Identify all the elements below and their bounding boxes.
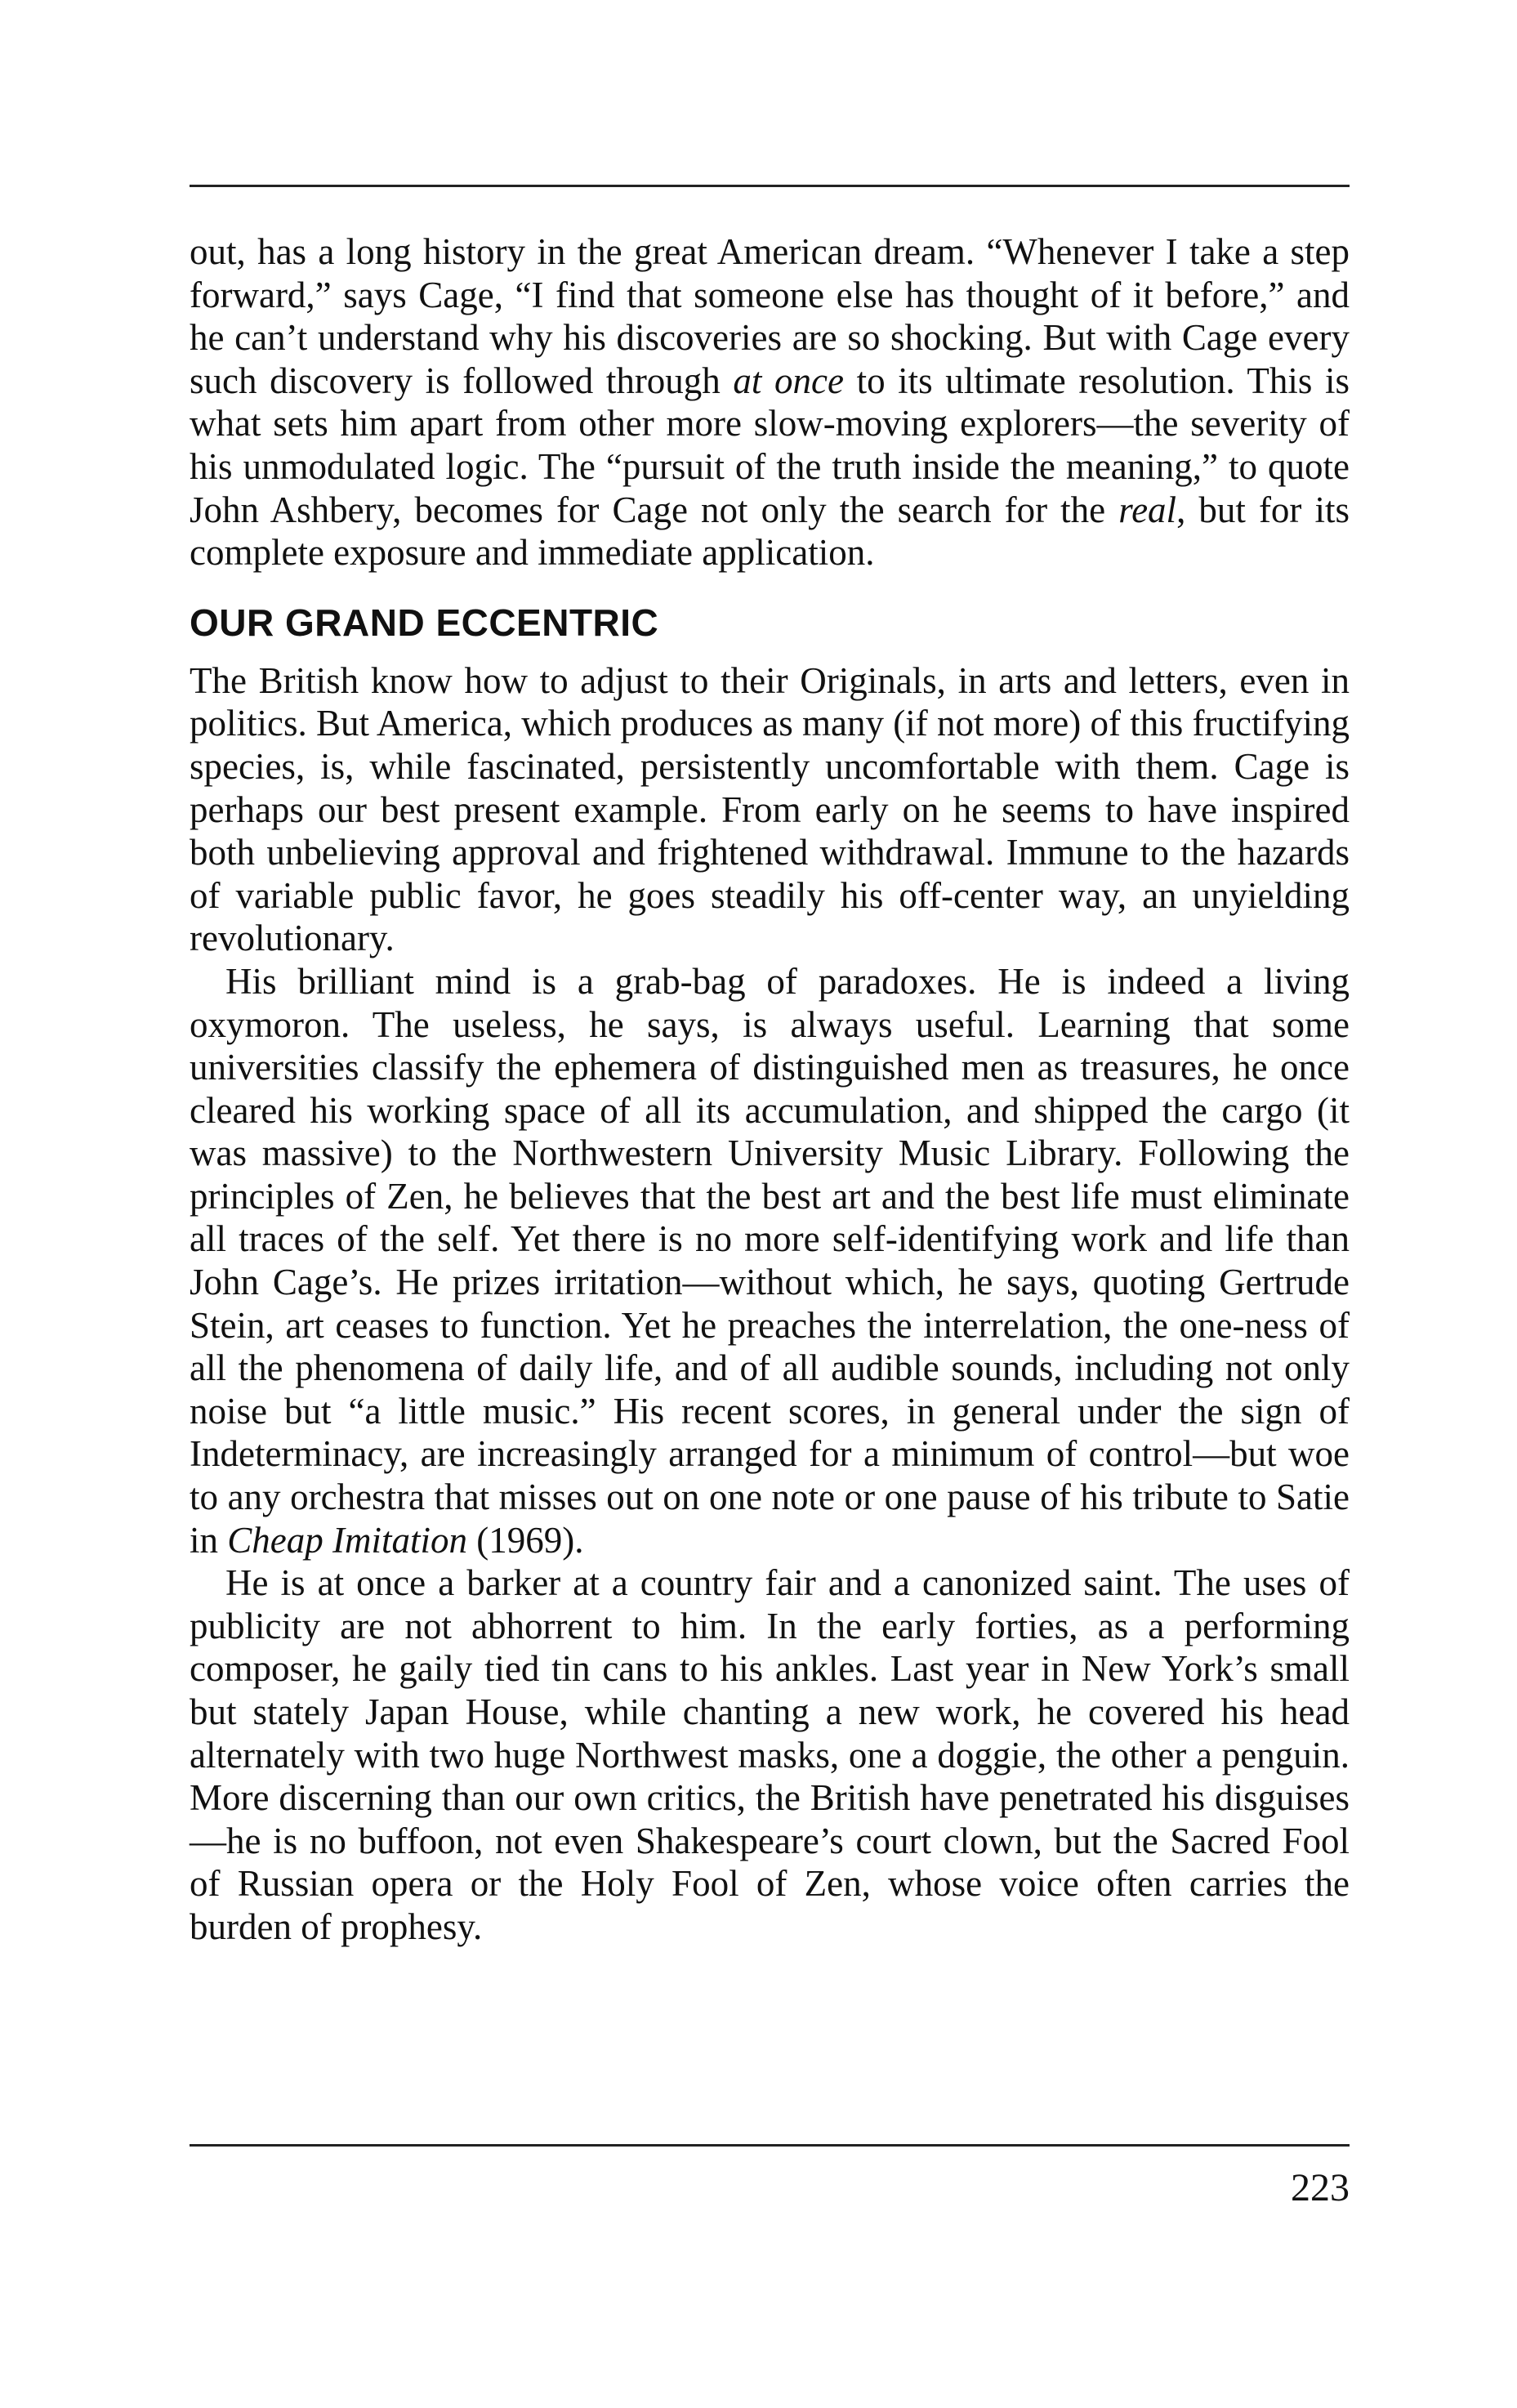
text-run: , but for its complete exposure and immediate application. [190, 489, 1350, 574]
text-run: to its ultimate resolution. This is what sets him apart from other more slow-moving explorers—the severity of his unmodulated logic. The “pursuit of the truth inside the meaning,” to quote John Ashbery, becomes for Cage not only the search for the [190, 360, 1350, 530]
italic-text: at once [733, 360, 844, 401]
text-run: out, has a long history in the great American dream. “Whenever I take a step forward,” says Cage, “I find that someone else has thought of it before,” and he can’t understand why his discoveries are so shocking. But with Cage every such discovery is followed through [190, 231, 1350, 401]
body-text [190, 230, 1350, 1949]
text-run: He is at once a barker at a country fair and a canonized saint. The uses of publicity are not abhorrent to him. In the early forties, as a performing composer, he gaily tied tin cans to his ankles. Last year in New York’s small but stately Japan House, while chanting a new work, he covered his head alternately with two huge Northwest masks, one a doggie, the other a penguin. More discerning than our own critics, the British have penetrated his disguises—he is no buffoon, not even Shakespeare’s court clown, but the Sacred Fool of Russian opera or the Holy Fool of Zen, whose voice often carries the burden of prophesy. [190, 1562, 1350, 1947]
italic-text: Cheap Imitation [227, 1519, 467, 1561]
opening-paragraph [190, 230, 1350, 574]
italic-text: real [1118, 489, 1177, 530]
section-paragraph-2 [190, 960, 1350, 1561]
bottom-rule [190, 2144, 1350, 2147]
section-paragraph-3 [190, 1561, 1350, 1948]
section-heading: OUR GRAND ECCENTRIC [190, 601, 659, 644]
top-rule [190, 185, 1350, 187]
text-run: (1969). [467, 1519, 584, 1561]
page-number: 223 [1291, 2166, 1350, 2209]
text-run: His brilliant mind is a grab-bag of paradoxes. He is indeed a living oxymoron. The useless, he says, is always useful. Learning that some universities classify the ephemera of distinguished men as treasures, he once cleared his working space of all its accumulation, and shipped the cargo (it was massive) to the Northwestern University Music Library. Following the principles of Zen, he believes that the best art and the best life must eliminate all traces of the self. Yet there is no more self-identifying work and life than John Cage’s. He prizes irritation—without which, he says, quoting Gertrude Stein, art ceases to function. Yet he preaches the interrelation, the one-ness of all the phenomena of daily life, and of all audible sounds, including not only noise but “a little music.” His recent scores, in general under the sign of Indeterminacy, are increasingly arranged for a minimum of control—but woe to any orchestra that misses out on one note or one pause of his tribute to Satie in [190, 960, 1350, 1561]
text-run: The British know how to adjust to their Originals, in arts and letters, even in politics. But America, which produces as many (if not more) of this fructifying species, is, while fascinated, persistently uncomfortable with them. Cage is perhaps our best present example. From early on he seems to have inspired both unbelieving approval and frightened withdrawal. Immune to the hazards of variable public favor, he goes steadily his off-center way, an unyielding revolutionary. [190, 659, 1350, 959]
section-paragraph-1 [190, 659, 1350, 960]
